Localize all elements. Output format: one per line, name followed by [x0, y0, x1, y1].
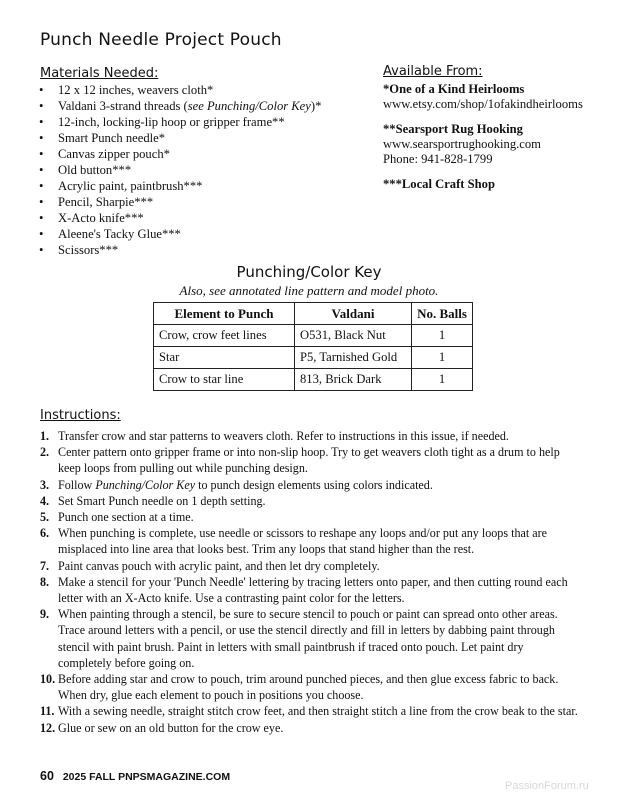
list-item: • X-Acto knife***	[36, 210, 321, 226]
list-item: 11. With a sewing needle, straight stitch crow feet, and then straight stitch a line from the crow beak to the star.	[40, 704, 578, 719]
source-name: *One of a Kind Heirlooms	[383, 82, 525, 96]
list-item: • Aleene's Tacky Glue***	[36, 226, 321, 242]
materials-heading: Materials Needed:	[40, 66, 159, 81]
list-item: • Old button***	[36, 162, 321, 178]
list-item: • Scissors***	[36, 242, 321, 258]
list-item: • Canvas zipper pouch*	[36, 146, 321, 162]
materials-list	[36, 82, 321, 258]
source-phone: Phone: 941-828-1799	[383, 152, 493, 166]
table-header-row	[154, 303, 473, 325]
available-sources	[383, 82, 583, 202]
available-heading: Available From:	[383, 64, 483, 79]
table-cell: Crow to star line	[154, 369, 295, 391]
page-title: Punch Needle Project Pouch	[40, 30, 282, 50]
instructions-list	[40, 428, 580, 736]
list-item: 1. Transfer crow and star patterns to weavers cloth. Refer to instructions in this issue, if needed.	[40, 429, 509, 443]
source-one	[383, 82, 583, 112]
key-subtitle: Also, see annotated line pattern and model photo.	[179, 283, 439, 298]
color-key-table	[153, 302, 473, 391]
list-item: • Pencil, Sharpie***	[36, 194, 321, 210]
source-url[interactable]: www.searsportrughooking.com	[383, 137, 541, 151]
site-label: PNPSMAGAZINE.COM	[118, 771, 231, 783]
source-url[interactable]: www.etsy.com/shop/1ofakindheirlooms	[383, 97, 583, 111]
list-item: 5. Punch one section at a time.	[40, 510, 194, 525]
list-item: 4. Set Smart Punch needle on 1 depth setting.	[40, 493, 266, 508]
issue-label: 2025 FALL	[62, 771, 116, 783]
page-number: 60	[40, 769, 54, 783]
source-three	[383, 177, 583, 192]
table-row	[154, 347, 473, 369]
list-item: • 12 x 12 inches, weavers cloth*	[36, 82, 321, 98]
list-item: 3. Follow Punching/Color Key to punch design elements using colors indicated.	[40, 477, 433, 492]
list-item: 8. Make a stencil for your 'Punch Needle' lettering by tracing letters onto paper, and then cutting round each letter with an X-Acto knife. Use a contrasting paint color for the letters.	[40, 574, 568, 606]
table-cell: 1	[412, 369, 473, 391]
table-cell: Crow, crow feet lines	[154, 325, 295, 347]
list-item: 9. When painting through a stencil, be sure to secure stencil to pouch or paint can spread onto other areas. Trace around letters with a pencil, or use the stencil directly and fill in letters by dabbing paint through stencil with paint brush. Paint in letters with small paintbrush if traced onto pouch. Let paint dry completely before going on.	[40, 607, 558, 670]
list-item: 12. Glue or sew on an old button for the crow eye.	[40, 720, 284, 735]
list-item: • 12-inch, locking-lip hoop or gripper frame**	[36, 114, 321, 130]
list-item: 10. Before adding star and crow to pouch, trim around punched pieces, and then glue excess fabric to back. When dry, glue each element to pouch in positions you choose.	[40, 672, 559, 703]
source-two	[383, 122, 583, 167]
source-name: **Searsport Rug Hooking	[383, 122, 523, 136]
list-item: 7. Paint canvas pouch with acrylic paint, and then let dry completely.	[40, 558, 380, 573]
key-title: Punching/Color Key	[236, 263, 382, 281]
watermark: PassionForum.ru	[505, 780, 589, 792]
column-header: Element to Punch	[154, 303, 295, 325]
table-cell: O531, Black Nut	[295, 325, 412, 347]
column-header: Valdani	[295, 303, 412, 325]
list-item: • Smart Punch needle*	[36, 130, 321, 146]
table-cell: 813, Brick Dark	[295, 369, 412, 391]
source-name: ***Local Craft Shop	[383, 177, 495, 191]
list-item: • Valdani 3-strand threads (see Punching/Color Key)*	[36, 98, 321, 114]
table-row	[154, 325, 473, 347]
table-cell: 1	[412, 325, 473, 347]
table-cell: Star	[154, 347, 295, 369]
list-item: 2. Center pattern onto gripper frame or into non-slip hoop. Try to get weavers cloth tight as a drum to help keep loops from pulling out while punching design.	[40, 445, 560, 476]
column-header: No. Balls	[412, 303, 473, 325]
table-row	[154, 369, 473, 391]
list-item: 6. When punching is complete, use needle or scissors to reshape any loops and/or put any loops that are misplaced into line area that looks best. Trim any loops that stand higher than the rest.	[40, 526, 547, 557]
instructions-heading: Instructions:	[40, 408, 121, 423]
table-cell: 1	[412, 347, 473, 369]
table-cell: P5, Tarnished Gold	[295, 347, 412, 369]
list-item: • Acrylic paint, paintbrush***	[36, 178, 321, 194]
page-footer	[40, 769, 230, 783]
